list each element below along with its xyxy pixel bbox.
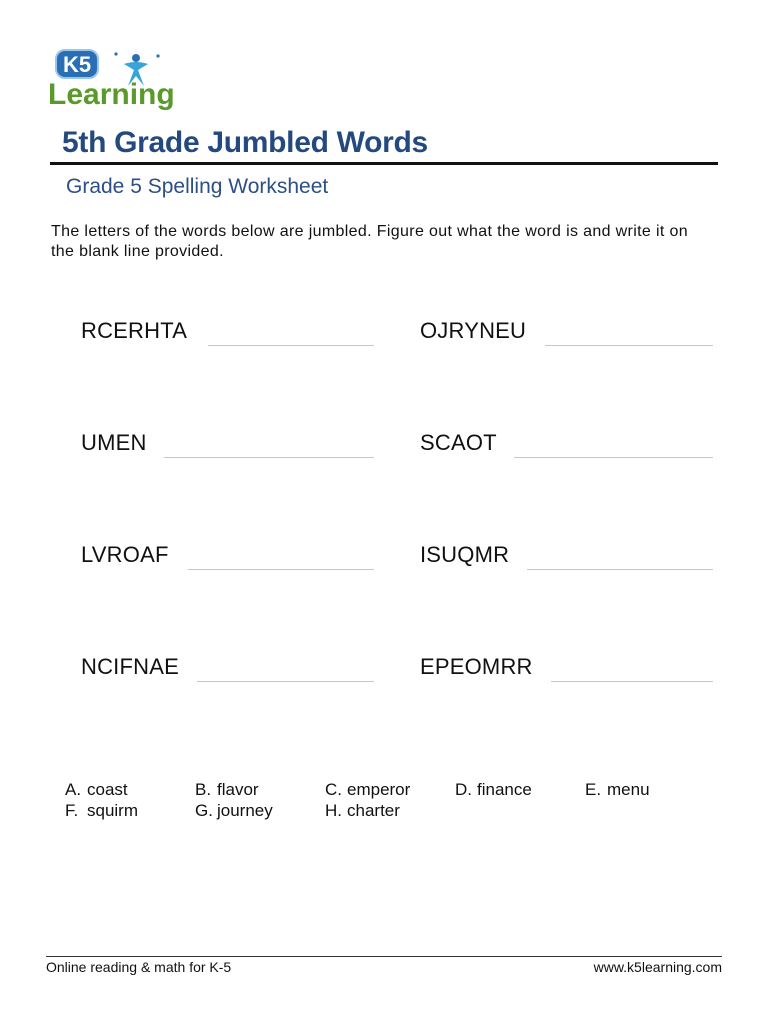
k5-learning-logo xyxy=(46,46,191,112)
answer-option-g: G. journey xyxy=(195,801,273,820)
page-title: 5th Grade Jumbled Words xyxy=(62,126,428,159)
answer-line-2[interactable] xyxy=(545,345,713,346)
footer-website-link[interactable]: www.k5learning.com xyxy=(593,959,722,975)
answer-line-8[interactable] xyxy=(551,681,713,682)
jumbled-word-5: LVROAF xyxy=(81,542,169,567)
answer-option-c: C. emperor xyxy=(325,780,411,799)
title-divider xyxy=(50,162,718,165)
answer-option-e: E. menu xyxy=(585,780,650,799)
answer-option-d: D. finance xyxy=(455,780,532,799)
jumbled-word-6: ISUQMR xyxy=(420,542,510,567)
jumbled-word-8: EPEOMRR xyxy=(420,654,533,679)
answer-option-h: H. charter xyxy=(325,801,400,820)
answer-option-b: B. flavor xyxy=(195,780,259,799)
svg-text:Learning: Learning xyxy=(48,78,175,111)
instructions-text: The letters of the words below are jumbled. Figure out what the word is and write it on the blank line provided. xyxy=(51,223,688,260)
footer-divider xyxy=(46,956,722,957)
jumbled-word-1: RCERHTA xyxy=(81,318,188,343)
answer-line-5[interactable] xyxy=(188,569,374,570)
jumbled-word-2: OJRYNEU xyxy=(420,318,527,343)
page-subtitle: Grade 5 Spelling Worksheet xyxy=(66,175,329,198)
jumbled-word-3: UMEN xyxy=(81,430,147,455)
jumbled-word-7: NCIFNAE xyxy=(81,654,179,679)
answer-line-7[interactable] xyxy=(197,681,374,682)
answer-line-3[interactable] xyxy=(164,457,374,458)
answer-option-f: F. squirm xyxy=(65,801,139,820)
answer-line-4[interactable] xyxy=(514,457,713,458)
footer-tagline: Online reading & math for K-5 xyxy=(46,959,232,975)
svg-text:K5: K5 xyxy=(62,52,92,77)
jumbled-word-4: SCAOT xyxy=(420,430,497,455)
answer-option-a: A. coast xyxy=(65,780,128,799)
answer-line-1[interactable] xyxy=(208,345,374,346)
answer-line-6[interactable] xyxy=(527,569,713,570)
